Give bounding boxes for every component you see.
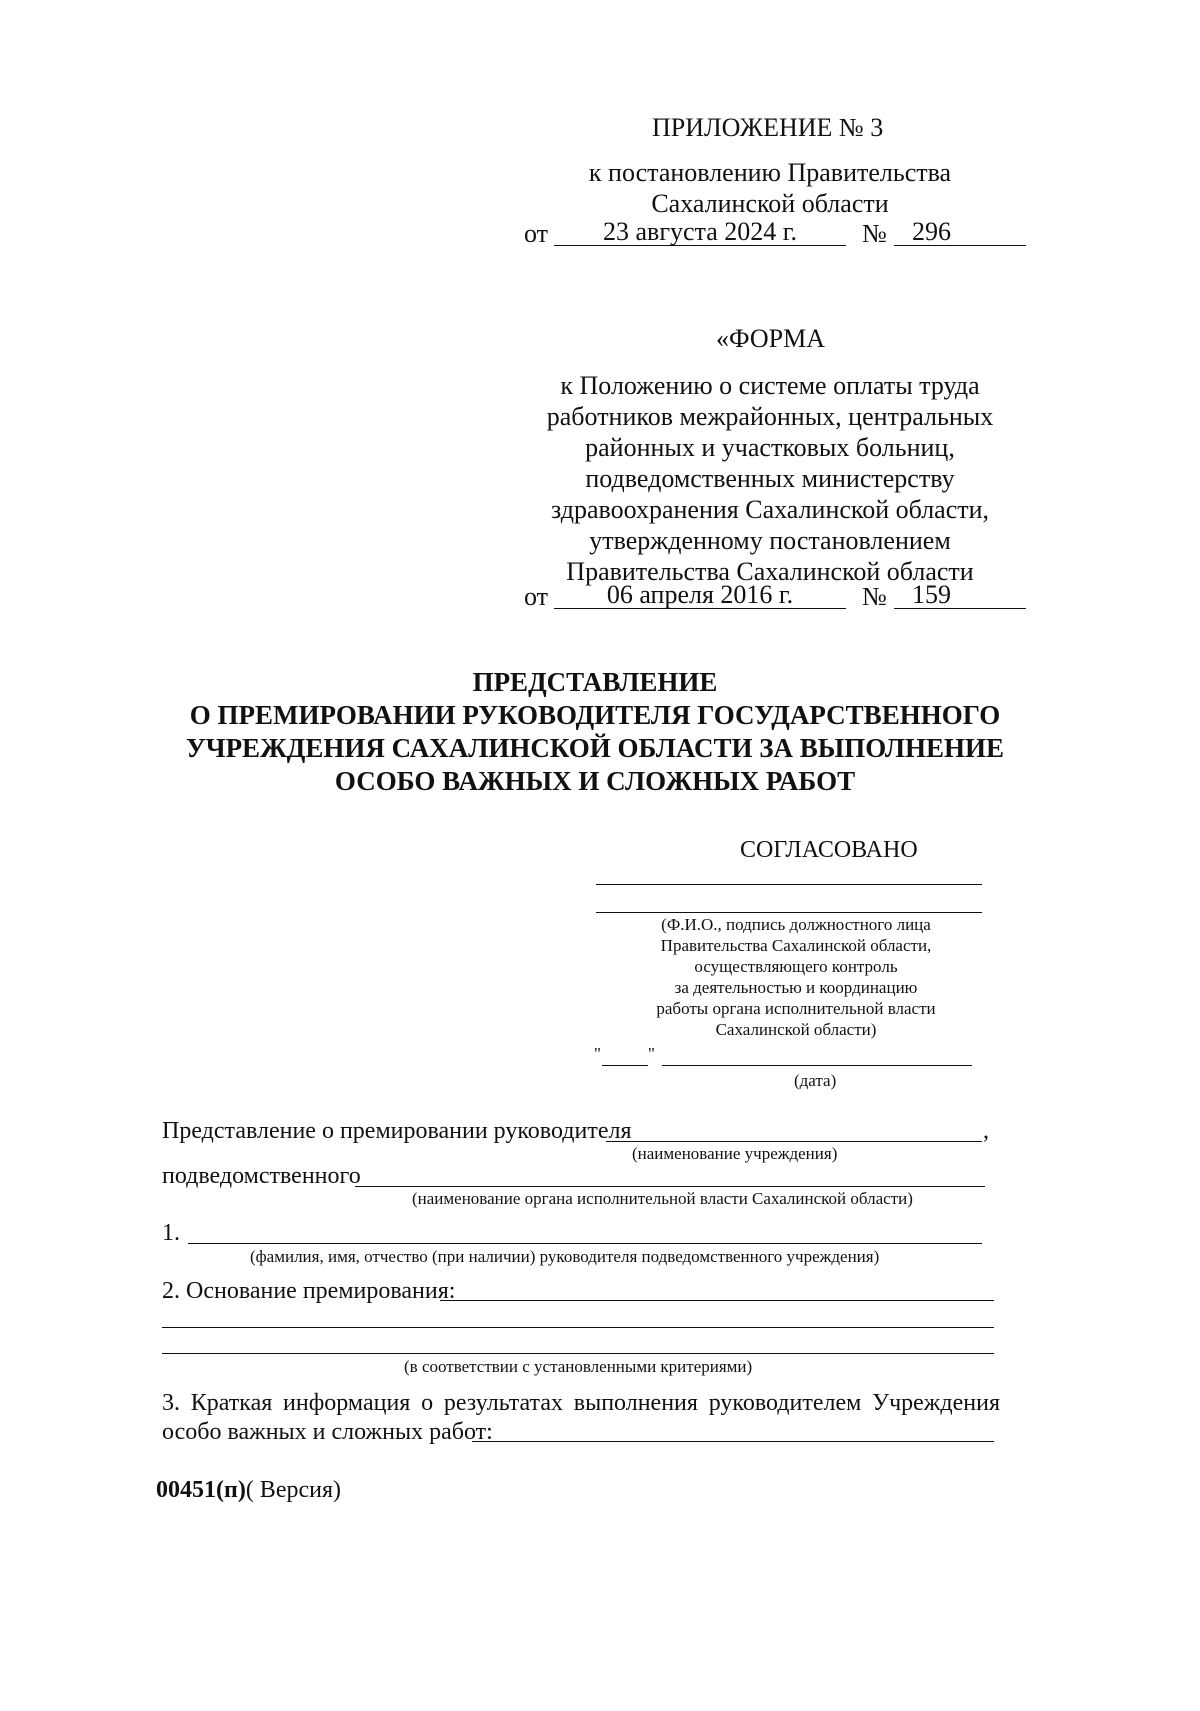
form-reference-line: районных и участковых больниц,	[585, 433, 955, 462]
appendix-number: 296	[912, 217, 951, 246]
approval-date-caption: (дата)	[794, 1071, 837, 1090]
approval-quote-open: "	[594, 1044, 601, 1063]
appendix-reference-line-2: Сахалинской области	[651, 189, 889, 218]
representation-comma: ,	[983, 1118, 989, 1144]
approval-caption-line: Правительства Сахалинской области,	[660, 936, 932, 955]
bonus-basis-field-3[interactable]	[162, 1353, 994, 1354]
item3-word: Учреждения	[872, 1390, 1000, 1416]
approval-signature-line-2[interactable]	[596, 912, 982, 913]
approval-caption-line: (Ф.И.О., подпись должностного лица	[661, 915, 931, 934]
document-heading	[130, 666, 1060, 798]
form-from-label: от	[524, 582, 549, 611]
item1-caption: (фамилия, имя, отчество (при наличии) руководителя подведомственного учреждения)	[250, 1247, 880, 1266]
form-reference-line: Правительства Сахалинской области	[566, 557, 974, 586]
item2-caption: (в соответствии с установленными критериями)	[404, 1357, 753, 1376]
approval-day-line[interactable]	[602, 1065, 648, 1066]
form-reference	[530, 370, 1010, 587]
document-version: ( Версия)	[245, 1477, 341, 1503]
authority-name-field[interactable]	[355, 1186, 985, 1187]
work-results-field[interactable]	[472, 1441, 994, 1442]
document-code	[156, 1476, 341, 1505]
approval-caption-line: осуществляющего контроль	[694, 957, 898, 976]
form-reference-line: утвержденному постановлением	[589, 526, 951, 555]
item1-label: 1.	[162, 1220, 180, 1246]
approval-signature-line-1[interactable]	[596, 884, 982, 885]
bonus-basis-field-1[interactable]	[440, 1300, 994, 1301]
form-title: «ФОРМА	[716, 324, 825, 353]
appendix-reference-line-1: к постановлению Правительства	[588, 158, 952, 187]
form-date: 06 апреля 2016 г.	[606, 580, 794, 609]
institution-name-field[interactable]	[606, 1141, 982, 1142]
approval-caption-line: Сахалинской области)	[715, 1020, 877, 1039]
approval-caption-line: работы органа исполнительной власти	[656, 999, 936, 1018]
bonus-basis-field-2[interactable]	[162, 1327, 994, 1328]
heading-line: УЧРЕЖДЕНИЯ САХАЛИНСКОЙ ОБЛАСТИ ЗА ВЫПОЛНЕНИЕ	[185, 733, 1005, 763]
form-reference-line: здравоохранения Сахалинской области,	[550, 495, 990, 524]
subordinate-label: подведомственного	[162, 1163, 361, 1189]
approval-caption	[600, 914, 992, 1040]
form-number: 159	[912, 580, 951, 609]
item3-word: выполнения	[573, 1390, 698, 1416]
manager-name-field[interactable]	[188, 1243, 982, 1244]
item3-word: 3.	[162, 1390, 180, 1416]
appendix-reference	[560, 157, 980, 219]
form-number-label: №	[862, 582, 887, 611]
item3-line1	[162, 1389, 1000, 1418]
appendix-date: 23 августа 2024 г.	[603, 217, 797, 246]
representation-label: Представление о премировании руководителя	[162, 1118, 632, 1144]
appendix-number-label: №	[862, 219, 887, 248]
heading-line: ПРЕДСТАВЛЕНИЕ	[472, 667, 718, 697]
item3-word: информация	[283, 1390, 411, 1416]
heading-line: ОСОБО ВАЖНЫХ И СЛОЖНЫХ РАБОТ	[334, 766, 856, 796]
appendix-title: ПРИЛОЖЕНИЕ № 3	[652, 113, 884, 142]
item3-word: о	[421, 1390, 434, 1416]
form-reference-line: к Положению о системе оплаты труда	[560, 371, 980, 400]
approval-caption-line: за деятельностью и координацию	[674, 978, 918, 997]
item3-word: руководителем	[708, 1390, 862, 1416]
document-code-number: 00451(п)	[156, 1477, 246, 1503]
item3-line2: особо важных и сложных работ:	[162, 1419, 493, 1445]
appendix-from-label: от	[524, 219, 549, 248]
authority-caption: (наименование органа исполнительной власти Сахалинской области)	[412, 1189, 913, 1208]
approval-title: СОГЛАСОВАНО	[740, 837, 918, 863]
form-reference-line: работников межрайонных, центральных	[546, 402, 994, 431]
institution-caption: (наименование учреждения)	[632, 1144, 838, 1163]
approval-quote-close: "	[648, 1044, 655, 1063]
item2-label: 2. Основание премирования:	[162, 1278, 456, 1304]
item3-word: результатах	[443, 1390, 563, 1416]
item3-word: Краткая	[190, 1390, 273, 1416]
form-reference-line: подведомственных министерству	[585, 464, 955, 493]
approval-date-line[interactable]	[662, 1065, 972, 1066]
heading-line: О ПРЕМИРОВАНИИ РУКОВОДИТЕЛЯ ГОСУДАРСТВЕННОГО	[189, 700, 1001, 730]
